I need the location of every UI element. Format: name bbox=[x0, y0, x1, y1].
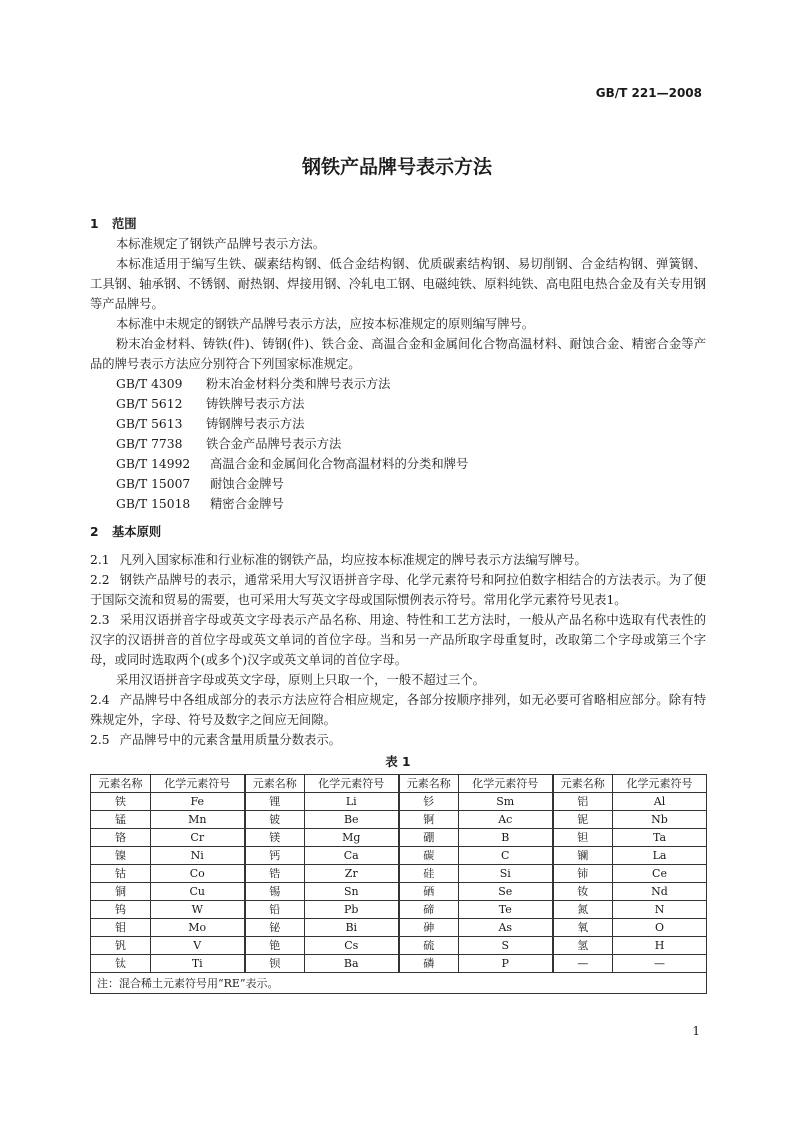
element-name-cell: 钙 bbox=[245, 847, 305, 865]
table-row bbox=[91, 919, 707, 937]
document-body bbox=[90, 214, 706, 994]
element-name-cell: 砷 bbox=[399, 919, 459, 937]
element-symbol-cell: — bbox=[613, 955, 707, 973]
table-row bbox=[91, 937, 707, 955]
reference-item: GB/T 4309 粉末冶金材料分类和牌号表示方法 bbox=[116, 377, 391, 391]
element-name-cell: 锰 bbox=[91, 811, 151, 829]
element-symbol-cell: P bbox=[459, 955, 553, 973]
table-caption: 表 1 bbox=[385, 755, 411, 769]
element-name-cell: 碳 bbox=[399, 847, 459, 865]
element-symbol-cell: Bi bbox=[305, 919, 399, 937]
element-name-cell: 钽 bbox=[553, 829, 613, 847]
element-name-cell: 铜 bbox=[91, 883, 151, 901]
element-symbol-cell: As bbox=[459, 919, 553, 937]
element-symbol-cell: Ce bbox=[613, 865, 707, 883]
reference-item: GB/T 15018 精密合金牌号 bbox=[116, 497, 284, 511]
element-symbol-cell: Be bbox=[305, 811, 399, 829]
table-header-row bbox=[91, 775, 707, 793]
element-symbol-cell: Zr bbox=[305, 865, 399, 883]
element-name-cell: 硫 bbox=[399, 937, 459, 955]
element-symbol-cell: La bbox=[613, 847, 707, 865]
element-symbol-cell: Nb bbox=[613, 811, 707, 829]
element-name-cell: 钐 bbox=[399, 793, 459, 811]
paragraph: 本标准中未规定的钢铁产品牌号表示方法，应按本标准规定的原则编写牌号。 bbox=[116, 317, 535, 331]
standard-code: GB/T 221—2008 bbox=[595, 86, 702, 100]
element-name-cell: 锡 bbox=[245, 883, 305, 901]
element-name-cell: 氧 bbox=[553, 919, 613, 937]
table-row bbox=[91, 865, 707, 883]
table-row bbox=[91, 829, 707, 847]
paragraph: 本标准规定了钢铁产品牌号表示方法。 bbox=[116, 237, 326, 251]
element-name-cell: 氮 bbox=[553, 901, 613, 919]
header-cell: 元素名称 bbox=[91, 775, 151, 793]
element-symbol-cell: H bbox=[613, 937, 707, 955]
element-name-cell: 锆 bbox=[245, 865, 305, 883]
clause-2-1: 2.1 凡列入国家标准和行业标准的钢铁产品，均应按本标准规定的牌号表示方法编写牌号。 bbox=[90, 553, 587, 567]
element-symbol-cell: Ni bbox=[151, 847, 245, 865]
table-row bbox=[91, 955, 707, 973]
element-symbol-cell: Mn bbox=[151, 811, 245, 829]
element-symbol-cell: Ba bbox=[305, 955, 399, 973]
element-symbol-cell: Ac bbox=[459, 811, 553, 829]
page-number: 1 bbox=[692, 1024, 700, 1038]
clause-2-2: 2.2 钢铁产品牌号的表示，通常采用大写汉语拼音字母、化学元素符号和阿拉伯数字相结合的方法表示。为了便于国际交流和贸易的需要，也可采用大写英文字母或国际惯例表示符号。常用化学元素符号见表1。 bbox=[90, 573, 706, 607]
table-row bbox=[91, 811, 707, 829]
reference-item: GB/T 15007 耐蚀合金牌号 bbox=[116, 477, 284, 491]
element-symbol-cell: B bbox=[459, 829, 553, 847]
element-name-cell: 钕 bbox=[553, 883, 613, 901]
element-name-cell: 钛 bbox=[91, 955, 151, 973]
element-symbol-cell: Se bbox=[459, 883, 553, 901]
table-row bbox=[91, 847, 707, 865]
document-title: 钢铁产品牌号表示方法 bbox=[301, 156, 492, 178]
element-name-cell: 镧 bbox=[553, 847, 613, 865]
element-symbol-cell: Li bbox=[305, 793, 399, 811]
element-name-cell: 铋 bbox=[245, 919, 305, 937]
element-symbol-cell: C bbox=[459, 847, 553, 865]
element-symbol-cell: S bbox=[459, 937, 553, 955]
element-symbol-cell: Te bbox=[459, 901, 553, 919]
element-symbol-cell: Sn bbox=[305, 883, 399, 901]
element-name-cell: 钨 bbox=[91, 901, 151, 919]
paragraph: 粉末冶金材料、铸铁(件)、铸钢(件)、铁合金、高温合金和金属间化合物高温材料、耐蚀合金、精密合金等产品的牌号表示方法应分别符合下列国家标准规定。 bbox=[90, 337, 706, 371]
element-name-cell: 铍 bbox=[245, 811, 305, 829]
element-symbol-cell: Fe bbox=[151, 793, 245, 811]
element-name-cell: 钒 bbox=[91, 937, 151, 955]
element-symbol-cell: Ca bbox=[305, 847, 399, 865]
element-symbol-cell: Cs bbox=[305, 937, 399, 955]
element-name-cell: 铬 bbox=[91, 829, 151, 847]
header-cell: 化学元素符号 bbox=[305, 775, 399, 793]
element-symbol-cell: Mg bbox=[305, 829, 399, 847]
table-row bbox=[91, 901, 707, 919]
clause-2-3-continuation: 采用汉语拼音字母或英文字母，原则上只取一个，一般不超过三个。 bbox=[116, 673, 485, 687]
header-cell: 化学元素符号 bbox=[151, 775, 245, 793]
reference-item: GB/T 14992 高温合金和金属间化合物高温材料的分类和牌号 bbox=[116, 457, 469, 471]
element-symbol-cell: Ti bbox=[151, 955, 245, 973]
element-name-cell: 氢 bbox=[553, 937, 613, 955]
element-symbol-cell: Al bbox=[613, 793, 707, 811]
element-symbol-cell: Si bbox=[459, 865, 553, 883]
element-name-cell: 钴 bbox=[91, 865, 151, 883]
element-name-cell: 硼 bbox=[399, 829, 459, 847]
paragraph: 本标准适用于编写生铁、碳素结构钢、低合金结构钢、优质碳素结构钢、易切削钢、合金结构钢、弹簧钢、工具钢、轴承钢、不锈钢、耐热钢、焊接用钢、冷轧电工钢、电磁纯铁、原料纯铁、高电阻电热合金及有关专用钢等产品牌号。 bbox=[90, 257, 706, 311]
element-name-cell: 钼 bbox=[91, 919, 151, 937]
element-name-cell: 硒 bbox=[399, 883, 459, 901]
element-symbol-cell: Pb bbox=[305, 901, 399, 919]
element-symbol-cell: Sm bbox=[459, 793, 553, 811]
element-symbol-cell: Cr bbox=[151, 829, 245, 847]
table-note: 注：混合稀土元素符号用“RE”表示。 bbox=[91, 973, 707, 994]
element-name-cell: 磷 bbox=[399, 955, 459, 973]
element-name-cell: 锂 bbox=[245, 793, 305, 811]
section-1-heading: 1 范围 bbox=[90, 217, 137, 231]
reference-item: GB/T 5613 铸钢牌号表示方法 bbox=[116, 417, 305, 431]
element-symbol-cell: Nd bbox=[613, 883, 707, 901]
element-symbol-cell: Mo bbox=[151, 919, 245, 937]
element-symbol-table bbox=[90, 774, 707, 994]
table-row bbox=[91, 883, 707, 901]
element-name-cell: 铁 bbox=[91, 793, 151, 811]
table-row bbox=[91, 793, 707, 811]
element-symbol-cell: N bbox=[613, 901, 707, 919]
header-cell: 元素名称 bbox=[399, 775, 459, 793]
element-name-cell: 硅 bbox=[399, 865, 459, 883]
element-name-cell: 铯 bbox=[245, 937, 305, 955]
element-symbol-cell: Cu bbox=[151, 883, 245, 901]
clause-2-4: 2.4 产品牌号中各组成部分的表示方法应符合相应规定，各部分按顺序排列，如无必要可省略相应部分。除有特殊规定外，字母、符号及数字之间应无间隙。 bbox=[90, 693, 706, 727]
element-name-cell: 碲 bbox=[399, 901, 459, 919]
element-name-cell: 钡 bbox=[245, 955, 305, 973]
element-name-cell: 镁 bbox=[245, 829, 305, 847]
element-symbol-cell: Ta bbox=[613, 829, 707, 847]
header-cell: 元素名称 bbox=[245, 775, 305, 793]
element-name-cell: 铝 bbox=[553, 793, 613, 811]
clause-2-3: 2.3 采用汉语拼音字母或英文字母表示产品名称、用途、特性和工艺方法时，一般从产品名称中选取有代表性的汉字的汉语拼音的首位字母或英文单词的首位字母。当和另一产品所取字母重复时，改取第二个字母或第三个字母，或同时选取两个(或多个)汉字或英文单词的首位字母。 bbox=[90, 613, 706, 667]
reference-item: GB/T 5612 铸铁牌号表示方法 bbox=[116, 397, 305, 411]
element-name-cell: — bbox=[553, 955, 613, 973]
element-name-cell: 铈 bbox=[553, 865, 613, 883]
table-note-row bbox=[91, 973, 707, 994]
element-symbol-cell: O bbox=[613, 919, 707, 937]
reference-item: GB/T 7738 铁合金产品牌号表示方法 bbox=[116, 437, 342, 451]
element-name-cell: 铅 bbox=[245, 901, 305, 919]
header-cell: 化学元素符号 bbox=[613, 775, 707, 793]
element-symbol-cell: V bbox=[151, 937, 245, 955]
element-name-cell: 锕 bbox=[399, 811, 459, 829]
element-symbol-cell: Co bbox=[151, 865, 245, 883]
header-cell: 元素名称 bbox=[553, 775, 613, 793]
element-name-cell: 镍 bbox=[91, 847, 151, 865]
header-cell: 化学元素符号 bbox=[459, 775, 553, 793]
section-2-heading: 2 基本原则 bbox=[90, 525, 162, 539]
clause-2-5: 2.5 产品牌号中的元素含量用质量分数表示。 bbox=[90, 733, 341, 747]
element-symbol-cell: W bbox=[151, 901, 245, 919]
element-name-cell: 铌 bbox=[553, 811, 613, 829]
